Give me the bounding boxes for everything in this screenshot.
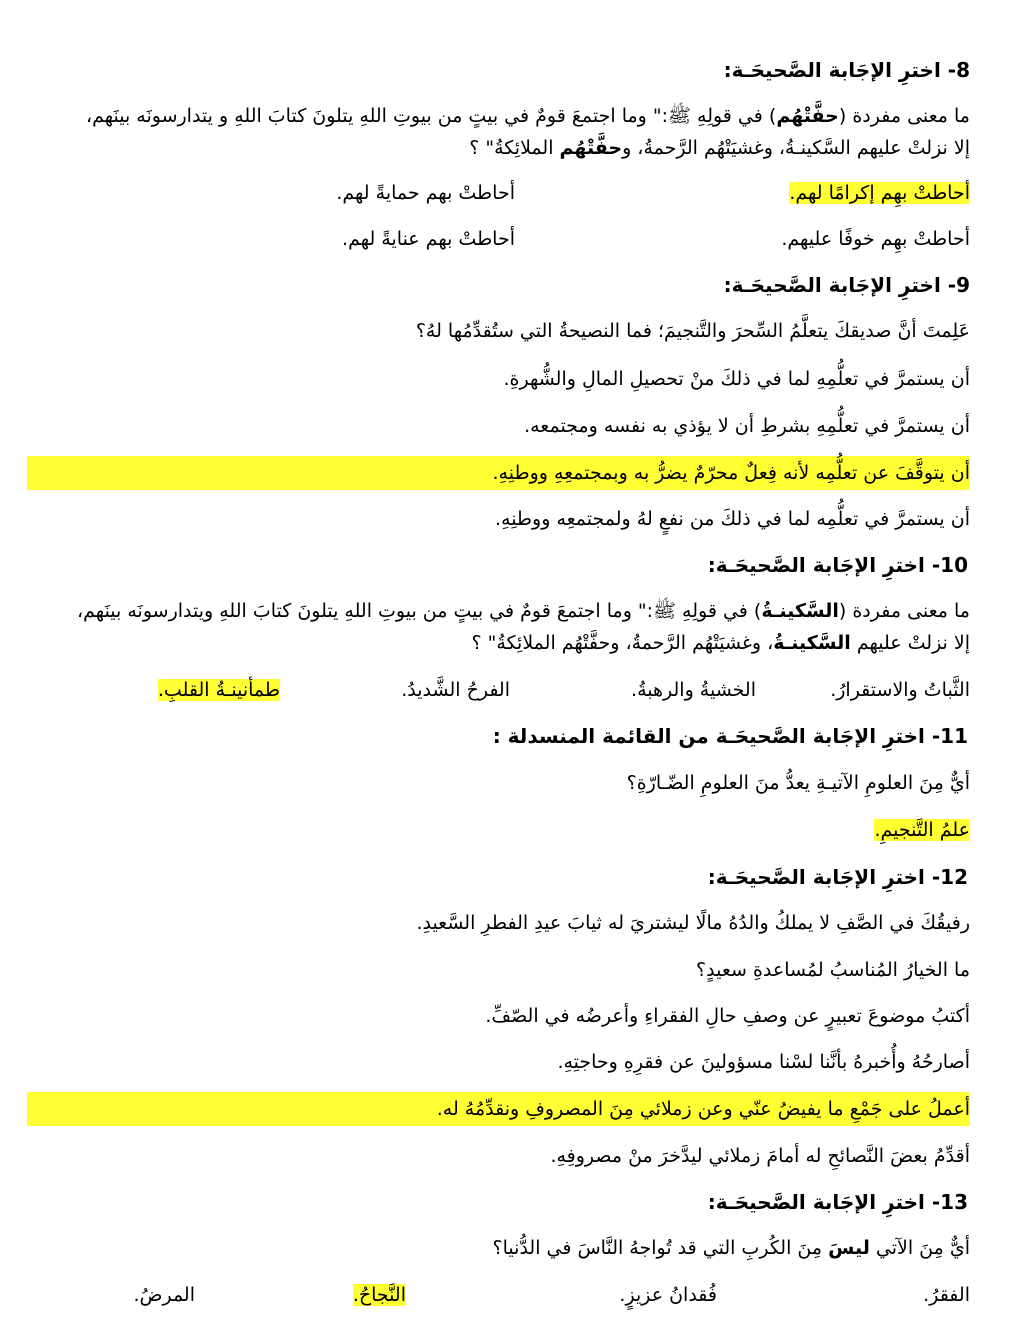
q8-stem-line1 xyxy=(86,103,970,129)
q11-heading: 11- اخترِ الإجَابة الصَّحيحَـة من القائمة المنسدلة : xyxy=(492,724,968,748)
q8-stem-line2 xyxy=(469,135,970,161)
q12-heading: 12- اخترِ الإجَابة الصَّحيحَـة: xyxy=(707,865,968,889)
q11-answer-text: علمُ التَّنجيمِ. xyxy=(874,819,970,841)
q10-stem-line2-post: ، وغشيَتْهُم الرَّحمةُ، وحفَّتْهُم الملائِكةُ" ؟ xyxy=(471,632,774,654)
q12-option-3[interactable]: أعملُ على جَمْعِ ما يفيضُ عنّي وعن زملائي مِنَ المصروفِ ونقدِّمُهُ له. xyxy=(436,1098,970,1120)
q13-heading: 13- اخترِ الإجَابة الصَّحيحَـة: xyxy=(707,1190,968,1214)
q10-stem-keyword-2: السَّكينـةُ xyxy=(773,632,851,654)
q12-option-1[interactable]: أكتبُ موضوعَ تعبيرٍ عن وصفِ حالِ الفقراءِ وأعرضُه في الصّفِّ. xyxy=(485,1005,970,1027)
q9-option-3[interactable]: أن يتوقَّفَ عن تعلُّمِه لأنه فِعلٌ محرّمٌ يضرُّ به وبمجتمعِهِ ووطنِهِ. xyxy=(492,462,970,484)
q9-option-4[interactable]: أن يستمرَّ في تعلُّمِه لما في ذلكَ من نفعٍ لهُ ولمجتمعِه ووطنِهِ. xyxy=(494,508,970,530)
q9-option-1[interactable]: أن يستمرَّ في تعلُّمِهِ لما في ذلكَ منْ تحصيلِ المالِ والشُّهرةِ. xyxy=(503,368,970,390)
q11-dropdown-answer[interactable] xyxy=(874,817,970,843)
q12-stem-line2: ما الخيارُ المُناسبُ لمُساعدةِ سعيدٍ؟ xyxy=(696,959,970,981)
q9-heading: 9- اخترِ الإجَابة الصَّحيحَـة: xyxy=(723,273,970,297)
q13-stem-keyword: ليسَ xyxy=(828,1237,870,1259)
q10-option-1[interactable]: الثَّباتُ والاستقرارُ. xyxy=(830,679,970,701)
q13-option-2[interactable]: فُقدانُ عزيزٍ. xyxy=(619,1284,717,1306)
q8-option-4[interactable] xyxy=(342,226,515,252)
q8-stem-keyword: حفَّتْهُم xyxy=(776,105,839,127)
q8-option-1-text: أحاطتْ بهِم إكرامًا لهم. xyxy=(789,182,970,204)
q9-option-2[interactable]: أن يستمرَّ في تعلُّمِهِ بشرطِ أن لا يؤذي به نفسه ومجتمعه. xyxy=(524,415,970,437)
q10-stem-keyword: السَّكينـةُ xyxy=(761,600,839,622)
q10-option-4-text: طمأنينـةُ القلبِ. xyxy=(157,679,280,701)
q8-stem-line2-post: الملائِكةُ" ؟ xyxy=(469,137,560,159)
q10-option-3[interactable]: الفرحُ الشَّديدُ. xyxy=(401,679,510,701)
q8-stem-line2-pre: إلا نزلتْ عليهم السَّكينـةُ، وغشيَتْهُم الرَّحمةُ، و xyxy=(622,137,970,159)
q10-option-2[interactable]: الخشيةُ والرهبةُ. xyxy=(631,679,756,701)
q10-stem-line1 xyxy=(77,598,970,624)
q8-option-2[interactable] xyxy=(336,180,515,206)
q10-heading: 10- اخترِ الإجَابة الصَّحيحَـة: xyxy=(707,553,968,577)
q8-heading: 8- اخترِ الإجَابة الصَّحيحَـة: xyxy=(723,58,970,82)
q8-option-3[interactable] xyxy=(781,226,970,252)
q12-option-2[interactable]: أصارحُهُ وأُخبرهُ بأنَّنا لسْنا مسؤولينَ عن فقرِهِ وحاجتِهِ. xyxy=(557,1051,970,1073)
q12-option-4[interactable]: أقدِّمُ بعضَ النَّصائحِ له أمامَ زملائي ليدَّخرَ منْ مصروفِهِ. xyxy=(550,1145,970,1167)
q8-option-3-text: أحاطتْ بهِم خوفًا عليهم. xyxy=(781,228,970,250)
q9-stem: عَلِمتَ أنَّ صديقكَ يتعلَّمُ السِّحرَ والتَّنجيمَ؛ فما النصيحةُ التي ستُقدِّمُها لهُ؟ xyxy=(415,320,970,342)
q8-stem-line1-post: ) في قولِهِ ﷺ:" وما اجتمعَ قومٌ في بيتٍ من بيوتِ اللهِ يتلونَ كتابَ اللهِ و يتدارسونَه بينَهم، xyxy=(85,105,777,127)
q10-option-4[interactable] xyxy=(158,677,280,703)
q13-option-4[interactable]: المرضُ. xyxy=(133,1284,195,1306)
q11-stem: أيٌّ مِنَ العلومِ الآتيـةِ يعدُّ منَ العلومِ الضّـارّةِ؟ xyxy=(626,772,970,794)
q10-stem-line2 xyxy=(472,630,971,656)
q13-stem xyxy=(493,1235,970,1261)
q8-option-1[interactable] xyxy=(789,180,970,206)
q8-option-2-text: أحاطتْ بهم حمايةً لهم. xyxy=(336,182,515,204)
q13-stem-post: مِنَ الكُربِ التي قد تُواجهُ النَّاسَ في الدُّنيا؟ xyxy=(492,1237,829,1259)
q8-stem-keyword-2: حفَّتْهُم xyxy=(559,137,623,159)
q10-stem-line1-post: ) في قولِهِ ﷺ:" وما اجتمعَ قومٌ في بيتٍ من بيوتِ اللهِ يتلونَ كتابَ اللهِ ويتدارسونَه بينَهم، xyxy=(77,600,762,622)
q13-option-3-text: النَّجاحُ. xyxy=(352,1284,406,1306)
q10-stem-line2-pre: إلا نزلتْ عليهم xyxy=(850,632,970,654)
q13-option-3[interactable] xyxy=(353,1282,406,1308)
q12-stem-line1: رفيقُكَ في الصَّفِ لا يملكُ والدُهُ مالًا ليشتريَ له ثيابَ عيدِ الفطرِ السَّعيدِ. xyxy=(416,912,970,934)
q10-stem-line1-pre: ما معنى مفردة ( xyxy=(838,600,970,622)
q8-stem-line1-pre: ما معنى مفردة ( xyxy=(838,105,970,127)
q13-option-1[interactable]: الفقرُ. xyxy=(923,1284,970,1306)
q8-option-4-text: أحاطتْ بهم عنايةً لهم. xyxy=(342,228,515,250)
q13-stem-pre: أيٌّ مِنَ الآتي xyxy=(869,1237,970,1259)
